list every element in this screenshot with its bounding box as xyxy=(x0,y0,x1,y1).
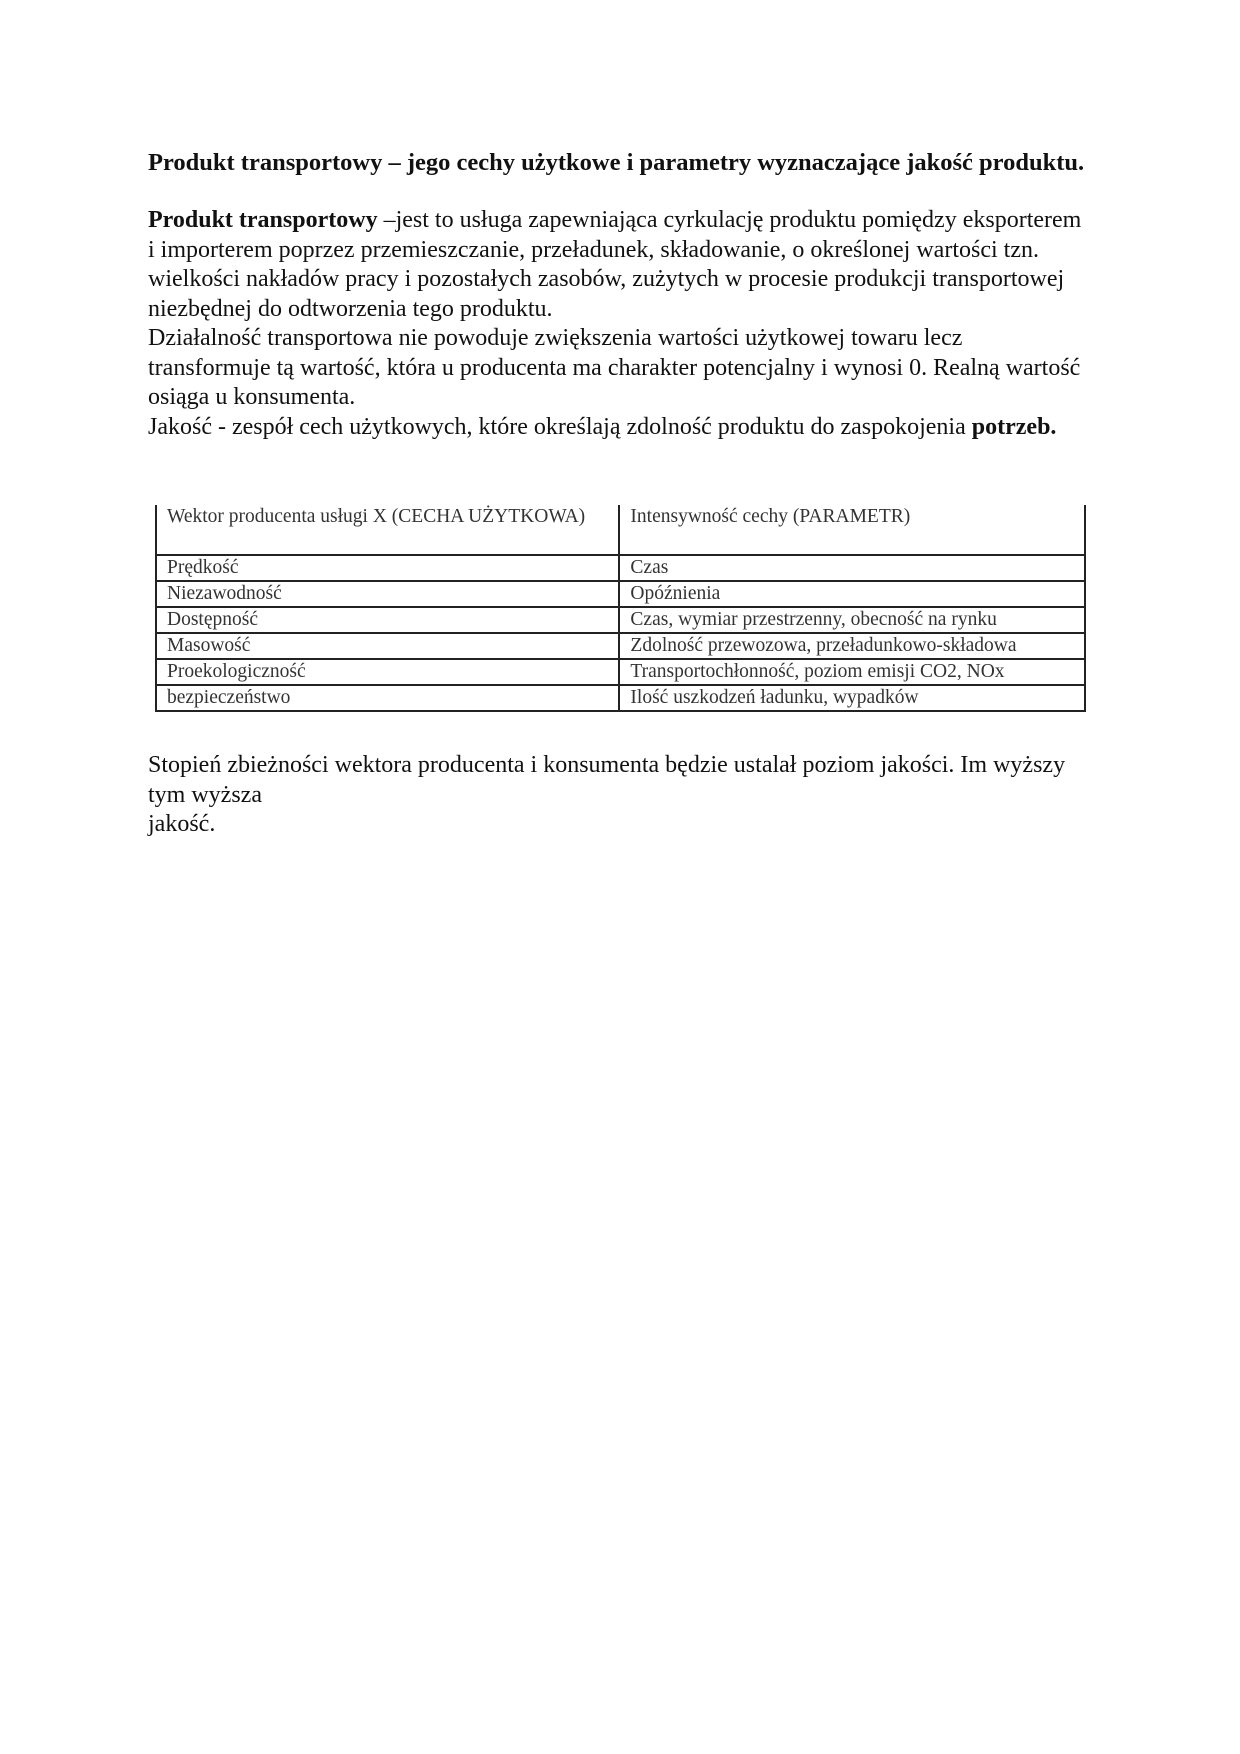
quality-end: potrzeb. xyxy=(971,413,1057,440)
transport-activity-paragraph: Działalność transportowa nie powoduje zwiększenia wartości użytkowej towaru lecz transformuje tą wartość, która u producenta ma charakter potencjalny i wynosi 0. Realną wartość osiąga u konsumenta. xyxy=(148,325,1081,410)
table-cell-feature: Masowość xyxy=(156,633,619,659)
definition-text: –jest to usługa zapewniająca cyrkulację produktu pomiędzy eksporterem i importerem poprzez przemieszczanie, przeładunek, składowanie, o określonej wartości tzn. wielkości nakładów pracy i pozostałych zasobów, zużytych w procesie produkcji transportowej niezbędnej do odtworzenia tego produktu. xyxy=(148,207,1082,322)
table-cell-feature: Niezawodność xyxy=(156,581,619,607)
quality-term: Jakość - xyxy=(148,413,232,440)
table-row xyxy=(156,659,1085,685)
table-header-cell: Wektor producenta usługi X (CECHA UŻYTKOWA) xyxy=(156,505,619,555)
quality-paragraph xyxy=(148,413,1088,443)
definition-paragraph xyxy=(148,206,1088,324)
table-row xyxy=(156,581,1085,607)
quality-text: zespół cech użytkowych, które określają zdolność produktu do zaspokojenia xyxy=(231,413,972,440)
table-cell-parameter: Transportochłonność, poziom emisji CO2, NOx xyxy=(619,659,1085,685)
table-cell-parameter: Ilość uszkodzeń ładunku, wypadków xyxy=(619,685,1085,711)
table-header-cell: Intensywność cechy (PARAMETR) xyxy=(619,505,1085,555)
closing-line: Stopień zbieżności wektora producenta i konsumenta będzie ustalał poziom jakości. Im wyższy tym wyższa xyxy=(148,752,1066,808)
table-row xyxy=(156,555,1085,581)
table-cell-parameter: Zdolność przewozowa, przeładunkowo-składowa xyxy=(619,633,1085,659)
spacer xyxy=(148,177,1088,206)
table-row xyxy=(156,607,1085,633)
table-cell-feature: bezpieczeństwo xyxy=(156,685,619,711)
closing-line-end: jakość. xyxy=(148,811,216,837)
table-cell-parameter: Czas xyxy=(619,555,1085,581)
table-cell-parameter: Opóźnienia xyxy=(619,581,1085,607)
closing-paragraph xyxy=(148,751,1088,840)
document-body xyxy=(148,148,1088,442)
table-cell-feature: Dostępność xyxy=(156,607,619,633)
table-header-row xyxy=(156,505,1085,555)
table-row xyxy=(156,633,1085,659)
parameters-table xyxy=(155,505,1086,712)
table-cell-parameter: Czas, wymiar przestrzenny, obecność na rynku xyxy=(619,607,1085,633)
definition-term: Produkt transportowy xyxy=(148,207,378,233)
table-cell-feature: Proekologiczność xyxy=(156,659,619,685)
table-row xyxy=(156,685,1085,711)
table-cell-feature: Prędkość xyxy=(156,555,619,581)
document-heading: Produkt transportowy – jego cechy użytkowe i parametry wyznaczające jakość produktu. xyxy=(148,149,1085,176)
